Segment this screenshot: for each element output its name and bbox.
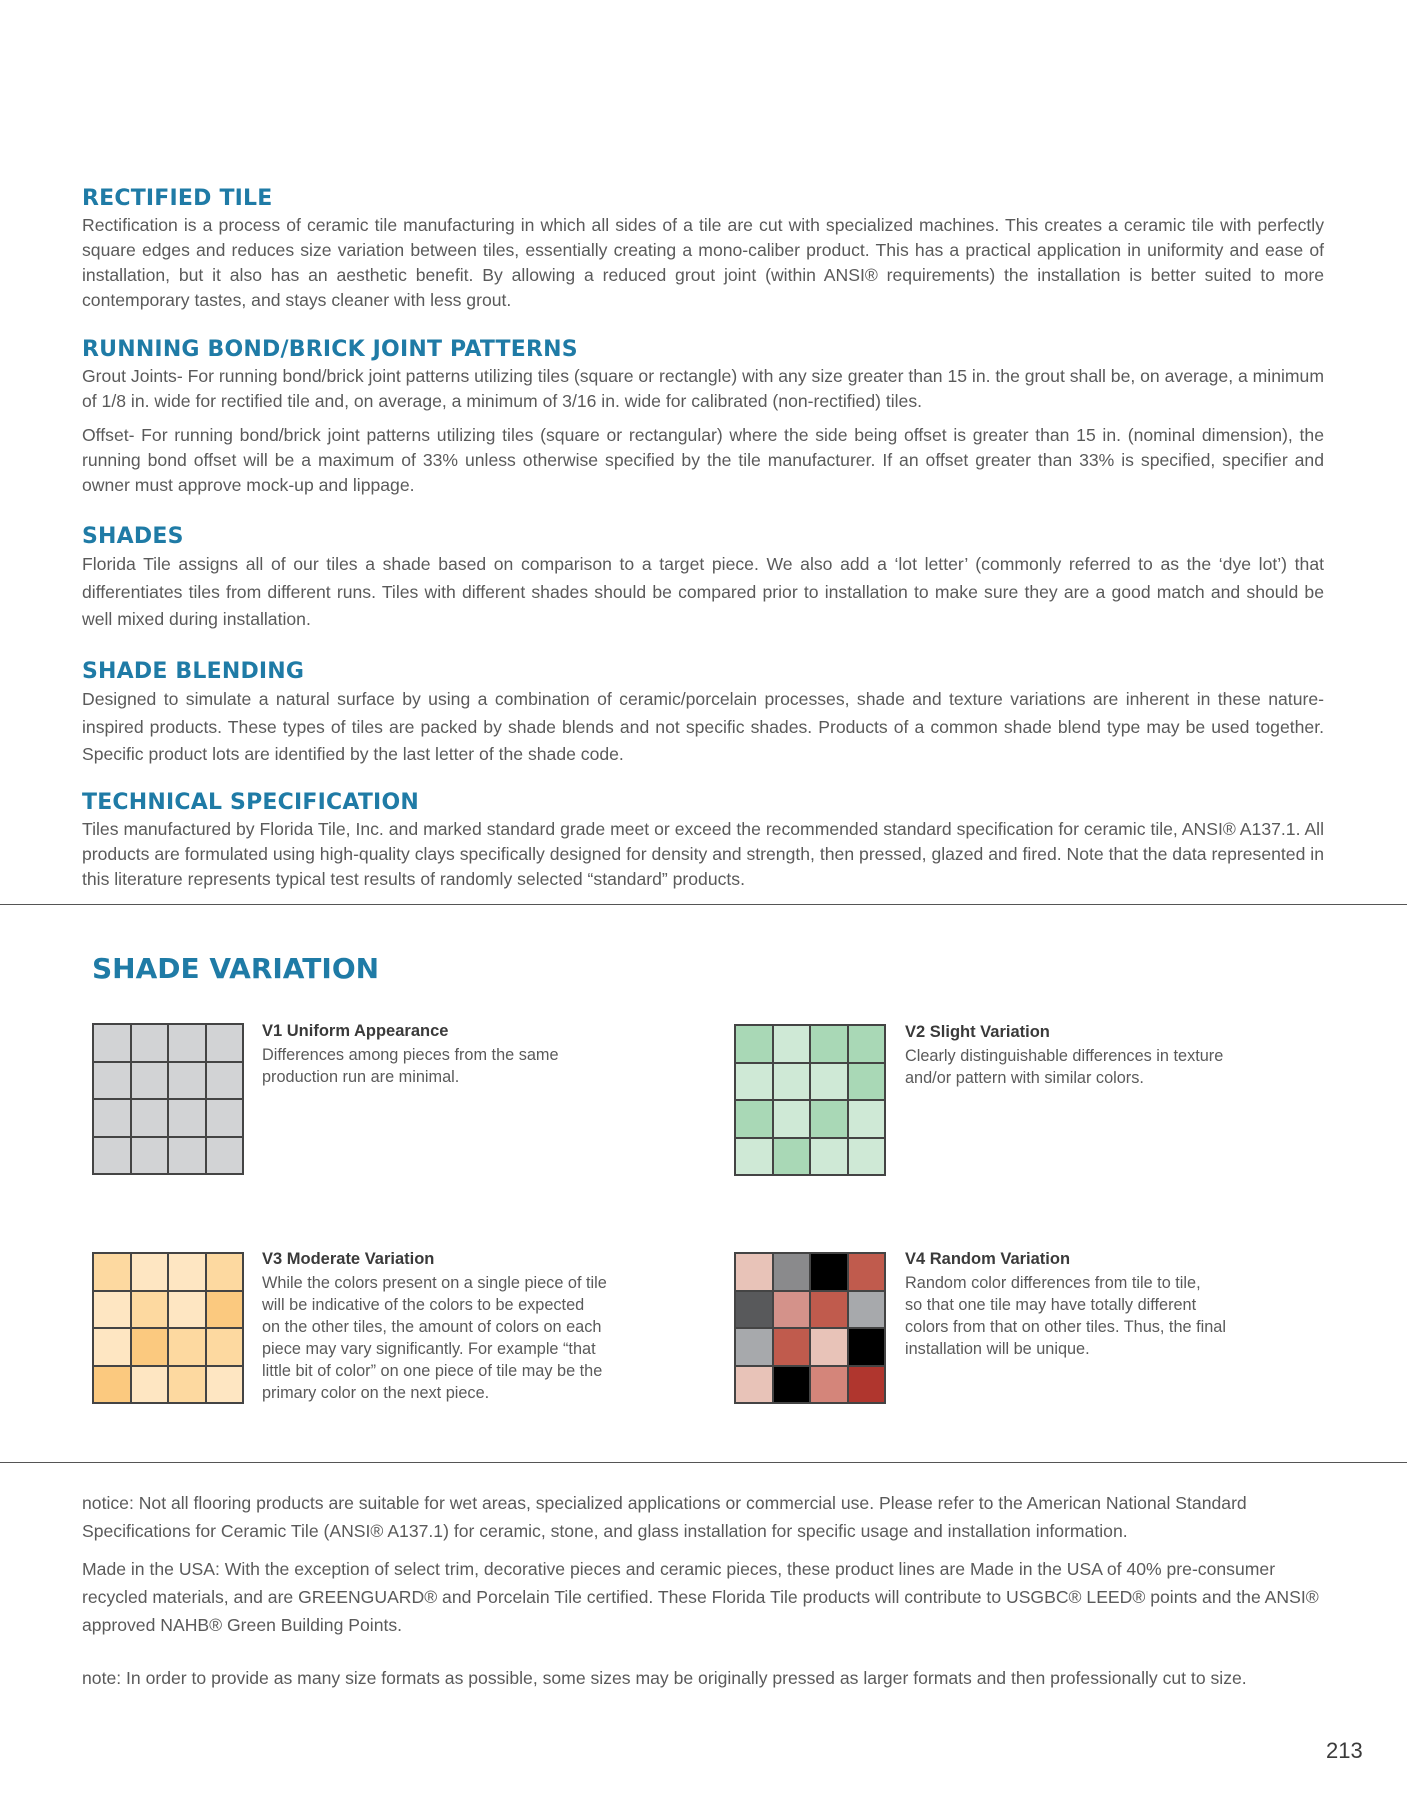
tile-swatch — [168, 1253, 206, 1291]
tile-swatch — [206, 1099, 244, 1137]
tile-swatch — [168, 1366, 206, 1404]
notice-made-in-usa: Made in the USA: With the exception of select trim, decorative pieces and ceramic pieces, these product lines are Made in the USA of 40% pre-consumer recycled materials, and are GREENGUARD® and Porcelain Tile certified. These Florida Tile products will contribute to USGBC® LEED® points and the ANSI® approved NAHB® Green Building Points. — [82, 1559, 1319, 1635]
tile-swatch — [810, 1366, 848, 1404]
caption-line: While the colors present on a single piece of tile — [262, 1274, 607, 1292]
tile-swatch — [168, 1099, 206, 1137]
heading-shades: SHADES — [82, 524, 184, 549]
paragraph-rectified-tile: Rectification is a process of ceramic tile manufacturing in which all sides of a tile are cut with specialized machines. This creates a ceramic tile with perfectly square edges and reduces size variation between tiles, essentially creating a mono-caliber product. This has a practical application in uniformity and ease of installation, but it also has an aesthetic benefit. By allowing a reduced grout joint (within ANSI® requirements) the installation is better suited to more contemporary tastes, and stays cleaner with less grout. — [82, 215, 1324, 310]
swatch-grid-v3 — [92, 1252, 244, 1404]
tile-swatch — [773, 1253, 811, 1291]
paragraph-shades: Florida Tile assigns all of our tiles a shade based on comparison to a target piece. We also add a ‘lot letter’ (commonly referred to as the ‘dye lot’) that differentiates tiles from different runs. Tiles with different shades should be compared prior to installation to make sure they are a good match and should be well mixed during installation. — [82, 554, 1324, 629]
tile-swatch — [848, 1063, 886, 1101]
tile-swatch — [206, 1062, 244, 1100]
caption-line: primary color on the next piece. — [262, 1384, 490, 1402]
tile-swatch — [810, 1328, 848, 1366]
tile-swatch — [848, 1291, 886, 1329]
caption-title-v4: V4 Random Variation — [905, 1250, 1071, 1268]
caption-line: Random color differences from tile to tile, — [905, 1274, 1201, 1292]
tile-swatch — [131, 1366, 169, 1404]
tile-swatch — [93, 1137, 131, 1175]
tile-swatch — [773, 1025, 811, 1063]
heading-running-bond: RUNNING BOND/BRICK JOINT PATTERNS — [82, 337, 578, 362]
caption-title-v3: V3 Moderate Variation — [262, 1250, 435, 1268]
tile-swatch — [93, 1099, 131, 1137]
tile-swatch — [93, 1253, 131, 1291]
heading-technical-specification: TECHNICAL SPECIFICATION — [82, 790, 419, 815]
tile-swatch — [206, 1024, 244, 1062]
notice-wet-areas: notice: Not all flooring products are suitable for wet areas, specialized applications or commercial use. Please refer to the American National Standard Specifications for Ceramic Tile (ANSI® A137.1) for ceramic, stone, and glass installation for specific usage and installation information. — [82, 1493, 1247, 1541]
tile-swatch — [131, 1253, 169, 1291]
caption-body-v3 — [262, 1272, 622, 1404]
tile-swatch — [735, 1100, 773, 1138]
paragraph-offset: Offset- For running bond/brick joint patterns utilizing tiles (square or rectangular) where the side being offset is greater than 15 in. (nominal dimension), the running bond offset will be a maximum of 33% unless otherwise specified by the tile manufacturer. If an offset greater than 33% is specified, specifier and owner must approve mock-up and lippage. — [82, 425, 1324, 495]
heading-shade-blending: SHADE BLENDING — [82, 659, 305, 684]
tile-swatch — [773, 1100, 811, 1138]
caption-line: Clearly distinguishable differences in texture — [905, 1047, 1224, 1065]
caption-title-v2: V2 Slight Variation — [905, 1023, 1050, 1041]
paragraph-shade-blending: Designed to simulate a natural surface by using a combination of ceramic/porcelain processes, shade and texture variations are inherent in these nature-inspired products. These types of tiles are packed by shade blends and not specific shades. Products of a common shade blend type may be used together. Specific product lots are identified by the last letter of the shade code. — [82, 689, 1324, 764]
tile-swatch — [773, 1138, 811, 1176]
tile-swatch — [168, 1024, 206, 1062]
tile-swatch — [848, 1100, 886, 1138]
tile-swatch — [131, 1328, 169, 1366]
caption-line: and/or pattern with similar colors. — [905, 1069, 1144, 1087]
caption-line: little bit of color” on one piece of tile may be the — [262, 1362, 603, 1380]
tile-swatch — [848, 1138, 886, 1176]
tile-swatch — [168, 1291, 206, 1329]
tile-swatch — [735, 1291, 773, 1329]
swatch-grid-v2 — [734, 1024, 886, 1176]
caption-body-v2 — [905, 1045, 1265, 1089]
divider-bottom — [0, 1462, 1407, 1463]
tile-swatch — [131, 1099, 169, 1137]
shade-variation-title: SHADE VARIATION — [92, 952, 380, 985]
caption-body-v4 — [905, 1272, 1265, 1360]
tile-swatch — [848, 1025, 886, 1063]
tile-swatch — [810, 1100, 848, 1138]
heading-rectified-tile: RECTIFIED TILE — [82, 186, 273, 211]
tile-swatch — [93, 1366, 131, 1404]
caption-body-v1 — [262, 1044, 622, 1088]
tile-swatch — [810, 1253, 848, 1291]
caption-line: will be indicative of the colors to be expected — [262, 1296, 585, 1314]
tile-swatch — [848, 1328, 886, 1366]
tile-swatch — [168, 1062, 206, 1100]
tile-swatch — [131, 1062, 169, 1100]
tile-swatch — [93, 1291, 131, 1329]
tile-swatch — [848, 1366, 886, 1404]
paragraph-technical-specification: Tiles manufactured by Florida Tile, Inc. and marked standard grade meet or exceed the recommended standard specification for ceramic tile, ANSI® A137.1. All products are formulated using high-quality clays specifically designed for density and strength, then pressed, glazed and fired. Note that the data represented in this literature represents typical test results of randomly selected “standard” products. — [82, 819, 1324, 889]
tile-swatch — [810, 1291, 848, 1329]
divider-top — [0, 904, 1407, 905]
tile-swatch — [773, 1328, 811, 1366]
tile-swatch — [206, 1137, 244, 1175]
tile-swatch — [848, 1253, 886, 1291]
tile-swatch — [810, 1025, 848, 1063]
caption-line: installation will be unique. — [905, 1340, 1090, 1358]
tile-swatch — [206, 1253, 244, 1291]
caption-line: colors from that on other tiles. Thus, the final — [905, 1318, 1226, 1336]
tile-swatch — [773, 1063, 811, 1101]
caption-title-v1: V1 Uniform Appearance — [262, 1022, 449, 1040]
tile-swatch — [773, 1291, 811, 1329]
caption-line: so that one tile may have totally different — [905, 1296, 1197, 1314]
page-number: 213 — [1326, 1738, 1363, 1763]
notice-size-formats: note: In order to provide as many size formats as possible, some sizes may be originally pressed as larger formats and then professionally cut to size. — [82, 1668, 1247, 1688]
tile-swatch — [131, 1291, 169, 1329]
caption-line: piece may vary significantly. For example “that — [262, 1340, 596, 1358]
tile-swatch — [168, 1328, 206, 1366]
tile-swatch — [206, 1291, 244, 1329]
tile-swatch — [773, 1366, 811, 1404]
tile-swatch — [93, 1328, 131, 1366]
tile-swatch — [735, 1138, 773, 1176]
tile-swatch — [93, 1024, 131, 1062]
tile-swatch — [131, 1137, 169, 1175]
tile-swatch — [735, 1253, 773, 1291]
caption-line: on the other tiles, the amount of colors on each — [262, 1318, 602, 1336]
tile-swatch — [735, 1025, 773, 1063]
caption-line: Differences among pieces from the same — [262, 1046, 559, 1064]
swatch-grid-v4 — [734, 1252, 886, 1404]
tile-swatch — [735, 1063, 773, 1101]
tile-swatch — [206, 1328, 244, 1366]
paragraph-grout-joints: Grout Joints- For running bond/brick joint patterns utilizing tiles (square or rectangle) with any size greater than 15 in. the grout shall be, on average, a minimum of 1/8 in. wide for rectified tile and, on average, a minimum of 3/16 in. wide for calibrated (non-rectified) tiles. — [82, 366, 1324, 411]
tile-swatch — [735, 1328, 773, 1366]
tile-swatch — [810, 1138, 848, 1176]
caption-line: production run are minimal. — [262, 1068, 460, 1086]
tile-swatch — [735, 1366, 773, 1404]
tile-swatch — [93, 1062, 131, 1100]
tile-swatch — [168, 1137, 206, 1175]
swatch-grid-v1 — [92, 1023, 244, 1175]
tile-swatch — [810, 1063, 848, 1101]
tile-swatch — [131, 1024, 169, 1062]
tile-swatch — [206, 1366, 244, 1404]
